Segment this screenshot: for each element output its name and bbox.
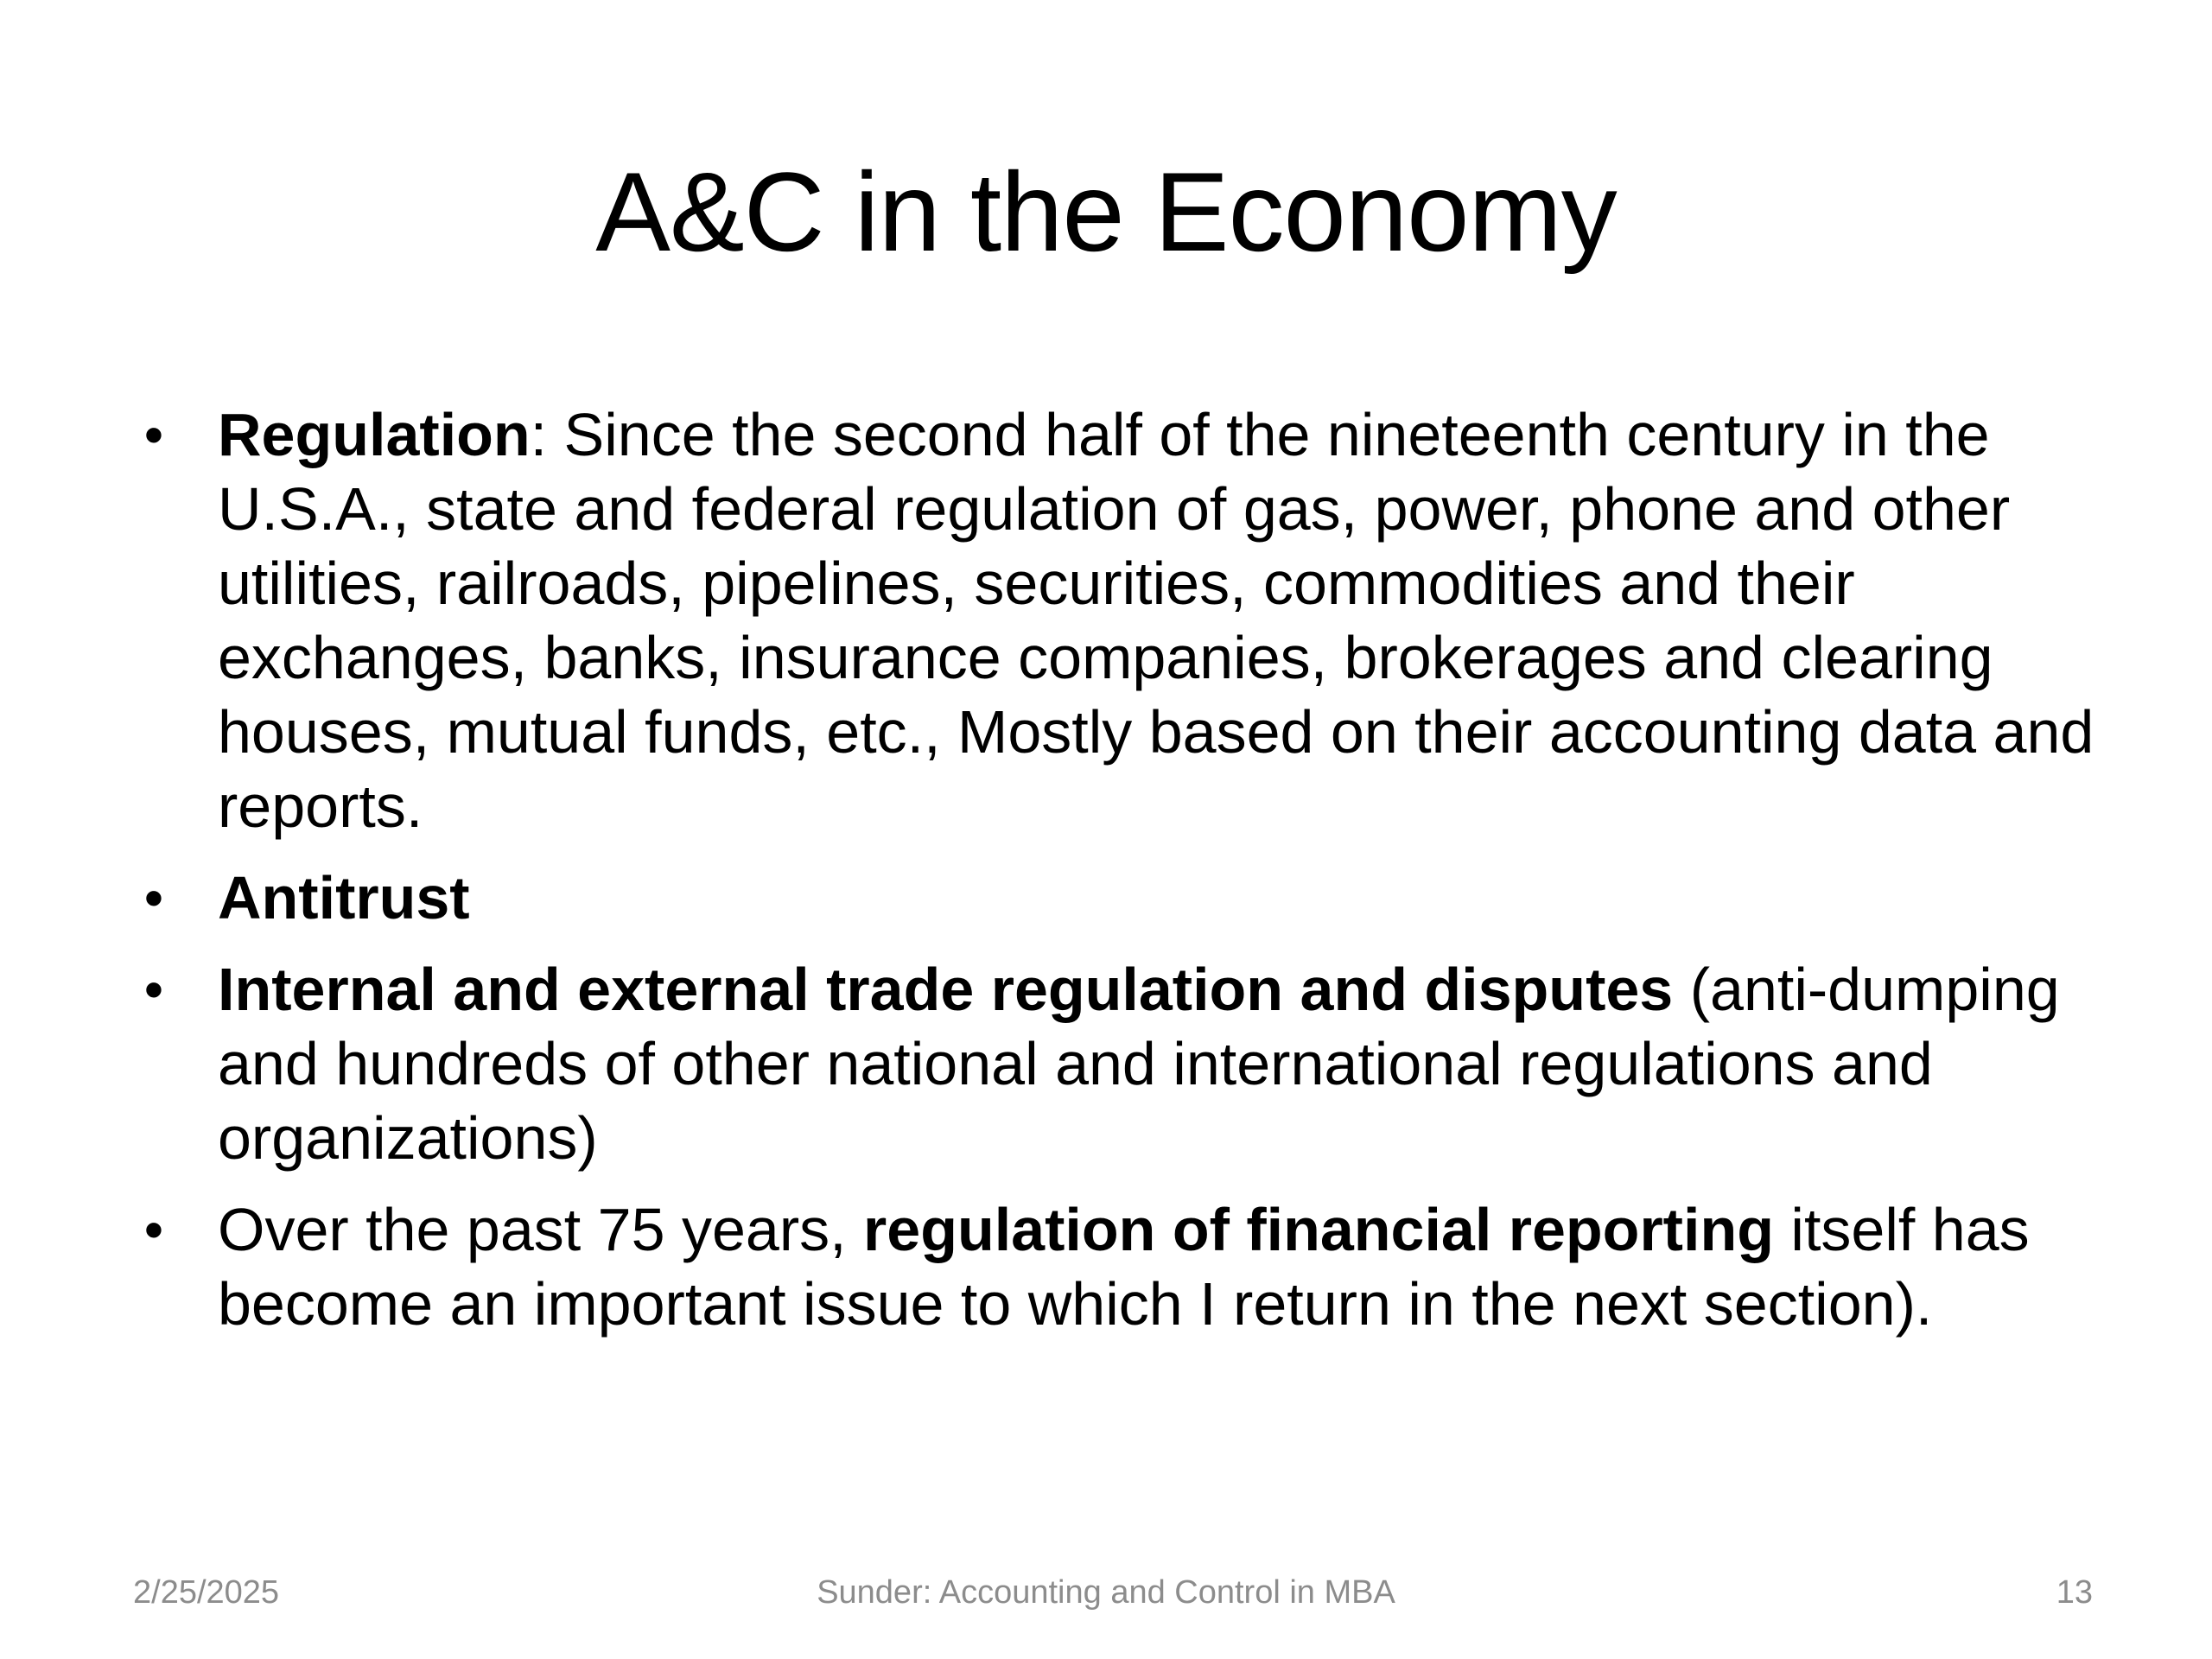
bullet-text: (anti-dumping and hundreds of other national and international regulations and organizations) <box>218 956 2060 1172</box>
bullet-trade-regulation <box>128 952 2133 1175</box>
bullet-bold-text: Antitrust <box>218 864 470 931</box>
bullet-financial-reporting <box>128 1192 2133 1341</box>
slide-title: A&C in the Economy <box>595 149 1617 275</box>
bullet-bold-text: regulation of financial reporting <box>863 1196 1774 1263</box>
footer-date: 2/25/2025 <box>133 1574 280 1611</box>
bullet-prefix-text: Over the past 75 years, <box>218 1196 864 1263</box>
bullet-bold-text: Regulation <box>218 401 531 468</box>
bullet-antitrust <box>128 861 2133 935</box>
bullet-bold-text: Internal and external trade regulation and disputes <box>218 956 1674 1023</box>
bullet-regulation <box>128 397 2133 843</box>
bullet-text: itself has become an important issue to which I return in the next section). <box>218 1196 2030 1338</box>
footer-title: Sunder: Accounting and Control in MBA <box>817 1574 1395 1611</box>
bullet-list <box>128 397 2133 1358</box>
bullet-text: : Since the second half of the nineteenth century in the U.S.A., state and federal regulation of gas, power, phone and other utilities, railroads, pipelines, securities, commodities and their exchanges, banks, insurance companies, brokerages and clearing houses, mutual funds, etc., Mostly based on their accounting data and reports. <box>218 401 2094 840</box>
slide-number: 13 <box>2056 1574 2093 1611</box>
